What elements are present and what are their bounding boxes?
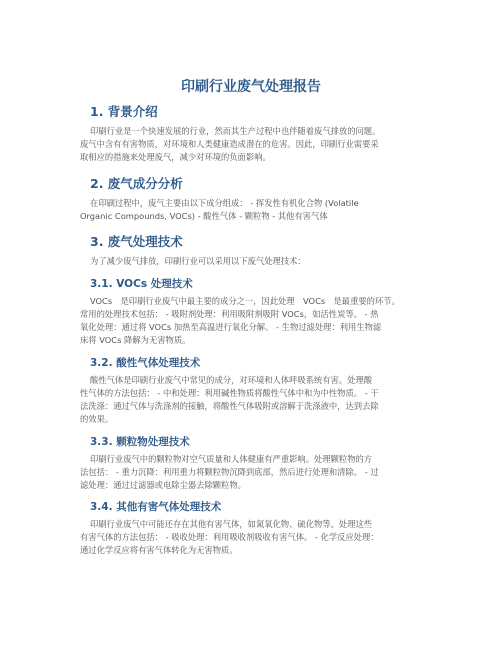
subsection-heading-acid-gas: 3.2. 酸性气体处理技术 — [90, 357, 201, 369]
subsection-paragraph-vocs — [80, 295, 430, 347]
subsection-paragraph-particulates — [80, 453, 430, 492]
paragraph-line: 取相应的措施来处理废气，减少对环境的负面影响。 — [80, 152, 271, 162]
paragraph-line: 床将 VOCs 降解为无害物质。 — [80, 335, 191, 345]
paragraph-line: 印刷行业是一个快速发展的行业，然而其生产过程中也伴随着废气排放的问题。 — [90, 126, 381, 136]
subsection-paragraph-acid-gas — [80, 374, 430, 426]
paragraph-line: VOCs 是印刷行业废气中最主要的成分之一，因此处理 VOCs 是最重要的环节。 — [90, 296, 400, 306]
paragraph-line: 通过化学反应将有害气体转化为无害物质。 — [80, 545, 238, 555]
section-paragraph-composition — [80, 197, 430, 223]
subsection-paragraph-other-gases — [80, 518, 430, 557]
section-heading-technology: 3. 废气处理技术 — [90, 234, 183, 249]
paragraph-line: 在印刷过程中，废气主要由以下成分组成： - 挥发性有机化合物 (Volatile — [90, 198, 359, 208]
paragraph-line: 为了减少废气排放，印刷行业可以采用以下废气处理技术： — [90, 256, 306, 266]
subsection-heading-vocs: 3.1. VOCs 处理技术 — [90, 278, 193, 290]
paragraph-line: 常用的处理技术包括： - 吸附剂处理：利用吸附剂吸附 VOCs，如活性炭等。 - 热 — [80, 309, 379, 319]
subsection-heading-particulates: 3.3. 颗粒物处理技术 — [90, 436, 190, 448]
paragraph-line: 氧化处理：通过将 VOCs 加热至高温进行氧化分解。 - 生物过滤处理：利用生物滤 — [80, 322, 382, 332]
paragraph-line: 法包括： - 重力沉降：利用重力将颗粒物沉降到底部，然后进行处理和清除。 - 过 — [80, 467, 379, 477]
paragraph-line: 有害气体的方法包括： - 吸收处理：利用吸收剂吸收有害气体。 - 化学反应处理： — [80, 532, 379, 542]
paragraph-line: 法洗涤：通过气体与洗涤剂的接触，将酸性气体吸附或溶解于洗涤液中，达到去除 — [80, 401, 379, 411]
paragraph-line: 废气中含有有害物质，对环境和人类健康造成潜在的危害。因此，印刷行业需要采 — [80, 139, 379, 149]
paragraph-line: 印刷行业废气中可能还存在其他有害气体，如氮氧化物、硫化物等。处理这些 — [90, 519, 373, 529]
paragraph-line: 滤处理：通过过滤器或电除尘器去除颗粒物。 — [80, 480, 246, 490]
section-paragraph-technology — [90, 255, 430, 268]
subsection-heading-other-gases: 3.4. 其他有害气体处理技术 — [90, 501, 222, 513]
paragraph-line: 的效果。 — [80, 414, 114, 424]
paragraph-line: 性气体的方法包括： - 中和处理：利用碱性物质将酸性气体中和为中性物质。 - 干 — [80, 388, 379, 398]
paragraph-line: 印刷行业废气中的颗粒物对空气质量和人体健康有严重影响。处理颗粒物的方 — [90, 454, 373, 464]
paragraph-line: Organic Compounds, VOCs) - 酸性气体 - 颗粒物 - 其他有害气体 — [80, 211, 328, 221]
section-paragraph-background — [80, 125, 430, 164]
section-heading-background: 1. 背景介绍 — [90, 104, 158, 119]
paragraph-line: 酸性气体是印刷行业废气中常见的成分，对环境和人体呼吸系统有害。处理酸 — [90, 375, 373, 385]
section-heading-composition: 2. 废气成分分析 — [90, 176, 183, 191]
document-title: 印刷行业废气处理报告 — [181, 79, 321, 95]
